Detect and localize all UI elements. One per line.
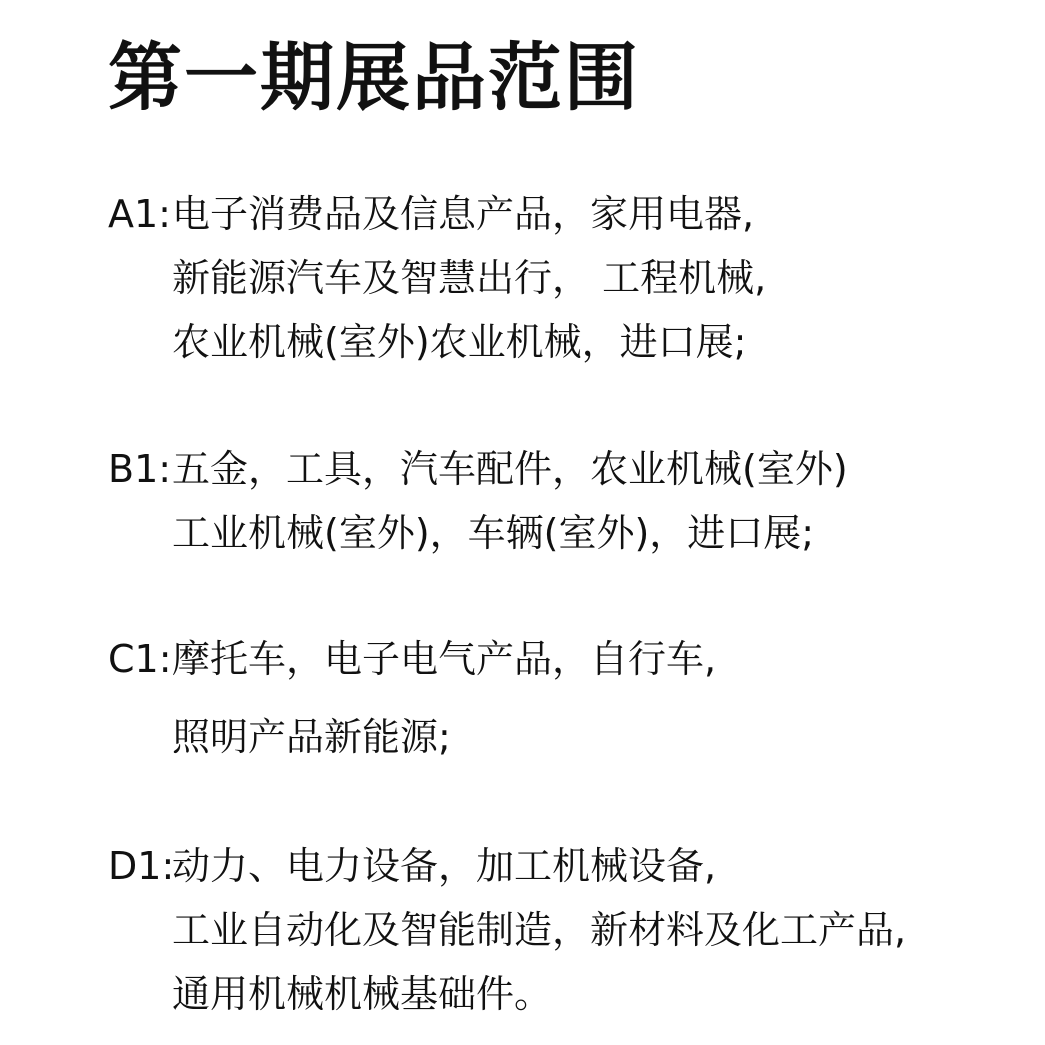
page-title: 第一期展品范围 bbox=[108, 35, 640, 121]
section-text: 电子消费品及信息产品，家用电器, bbox=[172, 192, 755, 236]
section-text: 摩托车，电子电气产品，自行车, bbox=[172, 637, 717, 681]
section-line bbox=[108, 182, 1038, 246]
section-text: 照明产品新能源; bbox=[172, 715, 451, 759]
section-text: 五金，工具，汽车配件，农业机械(室外) bbox=[172, 447, 848, 491]
section-code: B1: bbox=[108, 447, 172, 491]
section-a1 bbox=[108, 182, 1038, 374]
section-text: 农业机械(室外)农业机械，进口展; bbox=[172, 320, 747, 364]
section-text: 通用机械机械基础件。 bbox=[172, 972, 553, 1016]
section-code: D1: bbox=[108, 844, 175, 888]
section-code: C1: bbox=[108, 637, 172, 681]
section-c1 bbox=[108, 627, 1038, 769]
section-d1 bbox=[108, 834, 1038, 1026]
section-b1 bbox=[108, 437, 1038, 565]
section-line bbox=[108, 834, 1038, 898]
section-line bbox=[108, 627, 1038, 691]
section-line bbox=[108, 437, 1038, 501]
section-text: 工业机械(室外)，车辆(室外)，进口展; bbox=[172, 511, 815, 555]
section-text: 动力、电力设备，加工机械设备, bbox=[172, 844, 717, 888]
section-code: A1: bbox=[108, 192, 171, 236]
section-text: 工业自动化及智能制造，新材料及化工产品, bbox=[172, 908, 907, 952]
section-text: 新能源汽车及智慧出行， 工程机械, bbox=[172, 256, 767, 300]
